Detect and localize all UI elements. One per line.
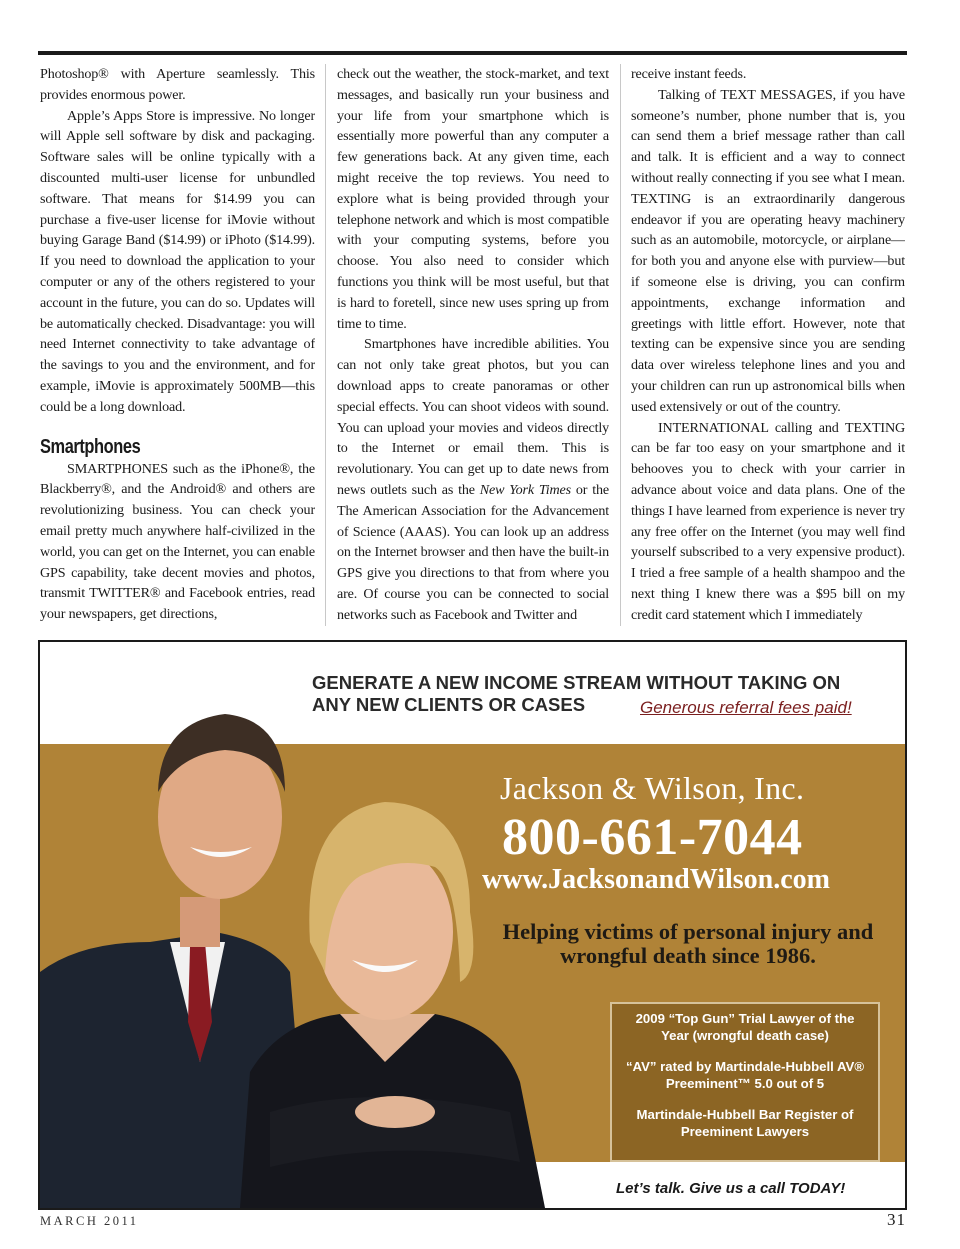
referral-link[interactable]: Generous referral fees paid! bbox=[640, 698, 852, 717]
call-to-action: Let’s talk. Give us a call TODAY! bbox=[616, 1180, 846, 1197]
ad-headline: GENERATE A NEW INCOME STREAM WITHOUT TAKING ON ANY NEW CLIENTS OR CASES bbox=[312, 672, 841, 715]
phone-number[interactable]: 800-661-7044 bbox=[502, 809, 803, 866]
page-number: 31 bbox=[887, 1210, 906, 1229]
advertisement[interactable] bbox=[38, 640, 907, 1210]
firm-name: Jackson & Wilson, Inc. bbox=[500, 770, 805, 806]
paragraph: check out the weather, the stock-market, and text messages, and basically run your business and your life from your smartphone which is essentially more powerful than any computer a few generations back. At any given time, each might receive the top reviews. You need to explore what is being provided through your telephone network and which is most compatible with your computing systems, before you choose. You also need to consider which functions you think will be most useful, but that is hard to foretell, since new uses spring up from time to time. bbox=[337, 66, 609, 332]
credential-item: 2009 “Top Gun” Trial Lawyer of the Year (wrongful death case) bbox=[635, 1011, 855, 1043]
paragraph-text: Smartphones have incredible abilities. You can not only take great photos, but you can download apps to create panoramas or other special effects. You can shoot videos with sound. You can upload your movies and videos directly to the Internet or email them. This is revolutionary. You can get up to date news from news outlets such as the bbox=[337, 336, 609, 498]
paragraph: receive instant feeds. bbox=[631, 66, 747, 82]
credentials-box bbox=[610, 1002, 880, 1162]
paragraph bbox=[337, 334, 609, 625]
column-divider bbox=[325, 64, 326, 626]
credential-item: Martindale-Hubbell Bar Register of Preeminent Lawyers bbox=[636, 1107, 854, 1139]
publication-title: New York Times bbox=[479, 481, 571, 498]
website-link[interactable]: www.JacksonandWilson.com bbox=[482, 864, 831, 895]
article-column-1 bbox=[40, 64, 315, 626]
paragraph: Photoshop® with Aperture seamlessly. This provides enormous power. bbox=[40, 66, 315, 103]
ad-tagline: Helping victims of personal injury and wrongful death since 1986. bbox=[502, 919, 874, 968]
section-heading: Smartphones bbox=[40, 435, 141, 458]
paragraph-text: or the The American Association for the Advancement of Science (AAAS). You can look up an address on the Internet browser and then have the built-in GPS give you directions to that from where you are. Of course you can be connected to social networks such as Facebook and Twitter and bbox=[337, 481, 609, 623]
credential-item: “AV” rated by Martindale-Hubbell AV® Preeminent™ 5.0 out of 5 bbox=[625, 1059, 865, 1091]
paragraph: INTERNATIONAL calling and TEXTING can be far too easy on your smartphone and it behooves you to check with your carrier in advance about voice and data plans. One of the things I have learned from experience is never try any free offer on the Internet (you may well find yourself subscribed to a very expensive product). I tried a free sample of a health shampoo and the next thing I knew there was a $95 bill on my credit card statement which I immediately bbox=[631, 419, 905, 623]
paragraph: Talking of TEXT MESSAGES, if you have someone’s number, phone number that is, you can send them a brief message rather than call and talk. It is efficient and a way to connect without really connecting if you see what I mean. TEXTING is an extraordinarily dangerous endeavor if you are operating heavy machinery such as an automobile, motorcycle, or airplane—for both you and anyone else with purview—but if someone else is driving, you can confirm appointments, exchange information and greetings with little effort. However, note that texting can be expensive since you are sending data over wireless telephone lines and you and your children can run up astronomical bills when used extensively or out of the country. bbox=[631, 86, 905, 415]
article-column-3 bbox=[631, 64, 905, 626]
paragraph: SMARTPHONES such as the iPhone®, the Blackberry®, and the Android® and others are revolutionizing business. You can check your email pretty much anywhere half-civilized in the world, you can get on the Internet, you can enable GPS capability, take decent movies and photos, transmit TWITTER® and Facebook entries, read your newspapers, get directions, bbox=[40, 460, 315, 623]
paragraph: Apple’s Apps Store is impressive. No longer will Apple sell software by disk and packaging. Software sales will be online typically with a discounted multi-user license for unbundled software. That means for $14.99 you can purchase a five-user license for iMovie without buying Garage Band ($14.99) or iPhoto ($14.99). If you need to download the application to your computer or any of the others registered to your account in the future, you can do so. Updates will be automatically checked. Disadvantage: you will need Internet connectivity to take advantage of the savings to you and the environment, and for example, iMovie is approximately 500MB—this could be a long download. bbox=[40, 107, 315, 415]
top-rule bbox=[38, 51, 907, 55]
issue-date: MARCH 2011 bbox=[40, 1214, 139, 1228]
article-column-2 bbox=[337, 64, 609, 626]
column-divider bbox=[620, 64, 621, 626]
